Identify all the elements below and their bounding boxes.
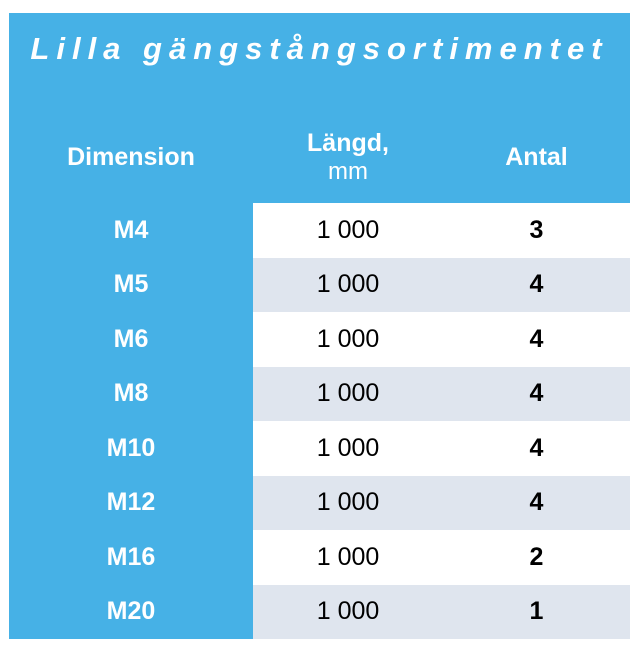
table-row: [9, 585, 630, 640]
column-header-dimension: Dimension: [67, 143, 195, 171]
count-cell: 3: [443, 203, 630, 258]
length-cell: 1 000: [253, 476, 443, 531]
dimension-cell: M4: [9, 203, 253, 258]
table-title: Lilla gängstångsortimentet: [30, 31, 609, 66]
dimension-cell: M10: [9, 421, 253, 476]
dimension-cell: M20: [9, 585, 253, 640]
column-header-length-unit: mm: [328, 157, 368, 185]
table-row: [9, 203, 630, 258]
assortment-table: [9, 13, 630, 639]
table-row: [9, 258, 630, 313]
column-header-length: [253, 109, 443, 205]
count-cell: 4: [443, 367, 630, 422]
table-body: [9, 203, 630, 639]
length-cell: 1 000: [253, 585, 443, 640]
length-cell: 1 000: [253, 312, 443, 367]
count-cell: 2: [443, 530, 630, 585]
column-header-count: Antal: [505, 143, 568, 171]
table-row: [9, 312, 630, 367]
count-cell: 1: [443, 585, 630, 640]
count-cell: 4: [443, 258, 630, 313]
table-row: [9, 476, 630, 531]
length-cell: 1 000: [253, 367, 443, 422]
table-row: [9, 367, 630, 422]
table-row: [9, 530, 630, 585]
length-cell: 1 000: [253, 258, 443, 313]
length-cell: 1 000: [253, 421, 443, 476]
count-cell: 4: [443, 476, 630, 531]
length-cell: 1 000: [253, 530, 443, 585]
dimension-cell: M8: [9, 367, 253, 422]
dimension-cell: M5: [9, 258, 253, 313]
dimension-cell: M6: [9, 312, 253, 367]
count-cell: 4: [443, 312, 630, 367]
dimension-cell: M12: [9, 476, 253, 531]
table-row: [9, 421, 630, 476]
column-header-length-label: Längd,: [307, 128, 389, 157]
count-cell: 4: [443, 421, 630, 476]
length-cell: 1 000: [253, 203, 443, 258]
dimension-cell: M16: [9, 530, 253, 585]
